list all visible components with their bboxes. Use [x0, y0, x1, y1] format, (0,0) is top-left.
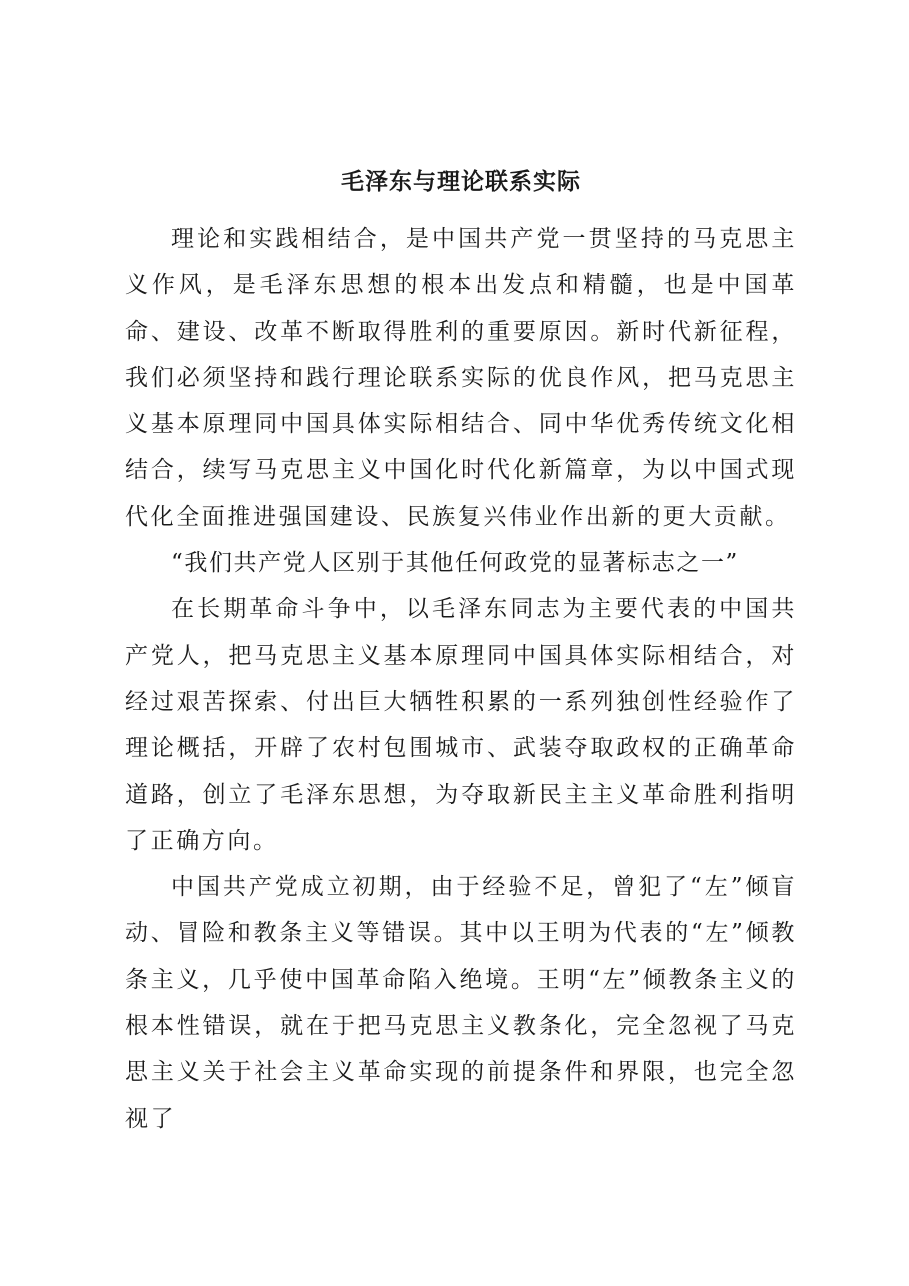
document-page	[125, 0, 797, 1286]
paragraph-early-period: 中国共产党成立初期，由于经验不足，曾犯了“左”倾盲动、冒险和教条主义等错误。其中以王明为代表的“左”倾教条主义，几乎使中国革命陷入绝境。王明“左”倾教条主义的根本性错误，就在于把马克思主义教条化，完全忽视了马克思主义关于社会主义革命实现的前提条件和界限，也完全忽视了	[125, 874, 797, 1132]
paragraph-revolution: 在长期革命斗争中，以毛泽东同志为主要代表的中国共产党人，把马克思主义基本原理同中国具体实际相结合，对经过艰苦探索、付出巨大牺牲积累的一系列独创性经验作了理论概括，开辟了农村包围城市、武装夺取政权的正确革命道路，创立了毛泽东思想，为夺取新民主主义革命胜利指明了正确方向。	[125, 596, 797, 854]
document-body	[125, 216, 797, 1142]
section-heading: “我们共产党人区别于其他任何政党的显著标志之一”	[171, 550, 739, 577]
document-title: 毛泽东与理论联系实际	[341, 168, 581, 195]
paragraph-intro: 理论和实践相结合，是中国共产党一贯坚持的马克思主义作风，是毛泽东思想的根本出发点和精髓，也是中国革命、建设、改革不断取得胜利的重要原因。新时代新征程，我们必须坚持和践行理论联系实际的优良作风，把马克思主义基本原理同中国具体实际相结合、同中华优秀传统文化相结合，续写马克思主义中国化时代化新篇章，为以中国式现代化全面推进强国建设、民族复兴伟业作出新的更大贡献。	[125, 226, 797, 530]
